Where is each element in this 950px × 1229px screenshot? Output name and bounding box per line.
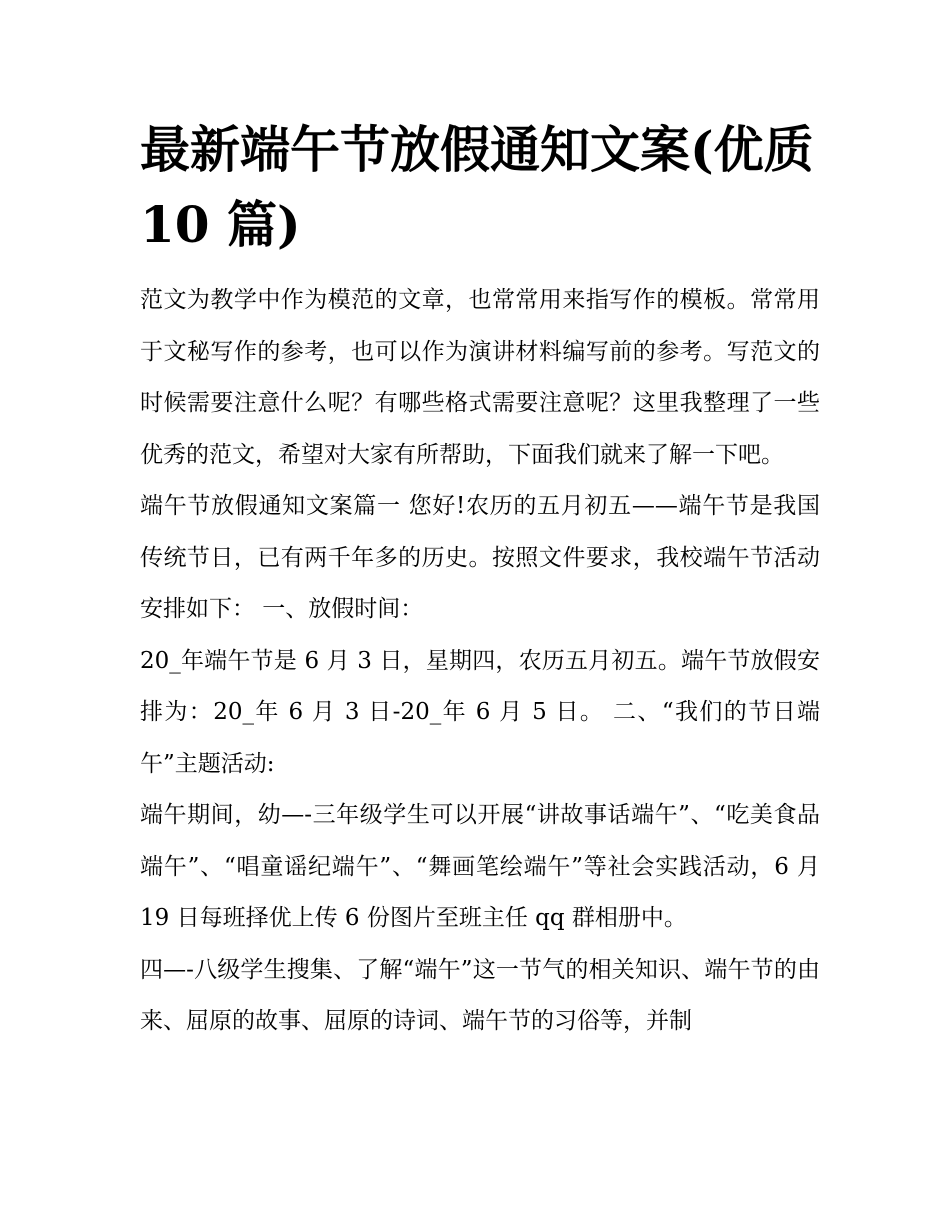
- paragraph-intro: 范文为教学中作为模范的文章，也常常用来指写作的模板。常常用于文秘写作的参考，也可以作为演讲材料编写前的参考。写范文的时候需要注意什么呢？有哪些格式需要注意呢？这里我整理了一些优秀的范文，希望对大家有所帮助，下面我们就来了解一下吧。: [140, 287, 820, 468]
- paragraph-activities-lower-grades: 端午期间，幼—-三年级学生可以开展“讲故事话端午”、“吃美食品端午”、“唱童谣纪端午”、“舞画笔绘端午”等社会实践活动，6 月 19 日每班择优上传 6 份图片至班主任 qq 群相册中。: [140, 802, 820, 931]
- paragraph-activities-upper-grades: 四—-八级学生搜集、了解“端午”这一节气的相关知识、端午节的由来、屈原的故事、屈原的诗词、端午节的习俗等，并制: [140, 956, 820, 1034]
- document-title: 最新端午节放假通知文案(优质 10 篇): [140, 120, 814, 254]
- document-page: [140, 112, 820, 1048]
- document-body: [140, 275, 820, 1048]
- paragraph-holiday-schedule: 20_年端午节是 6 月 3 日，星期四，农历五月初五。端午节放假安排为：20_年 6 月 3 日-20_年 6 月 5 日。 二、“我们的节日端午”主题活动:: [140, 647, 820, 777]
- paragraph-notice-opening: 端午节放假通知文案篇一 您好!农历的五月初五——端午节是我国传统节日，已有两千年多的历史。按照文件要求，我校端午节活动安排如下： 一、放假时间：: [140, 493, 820, 622]
